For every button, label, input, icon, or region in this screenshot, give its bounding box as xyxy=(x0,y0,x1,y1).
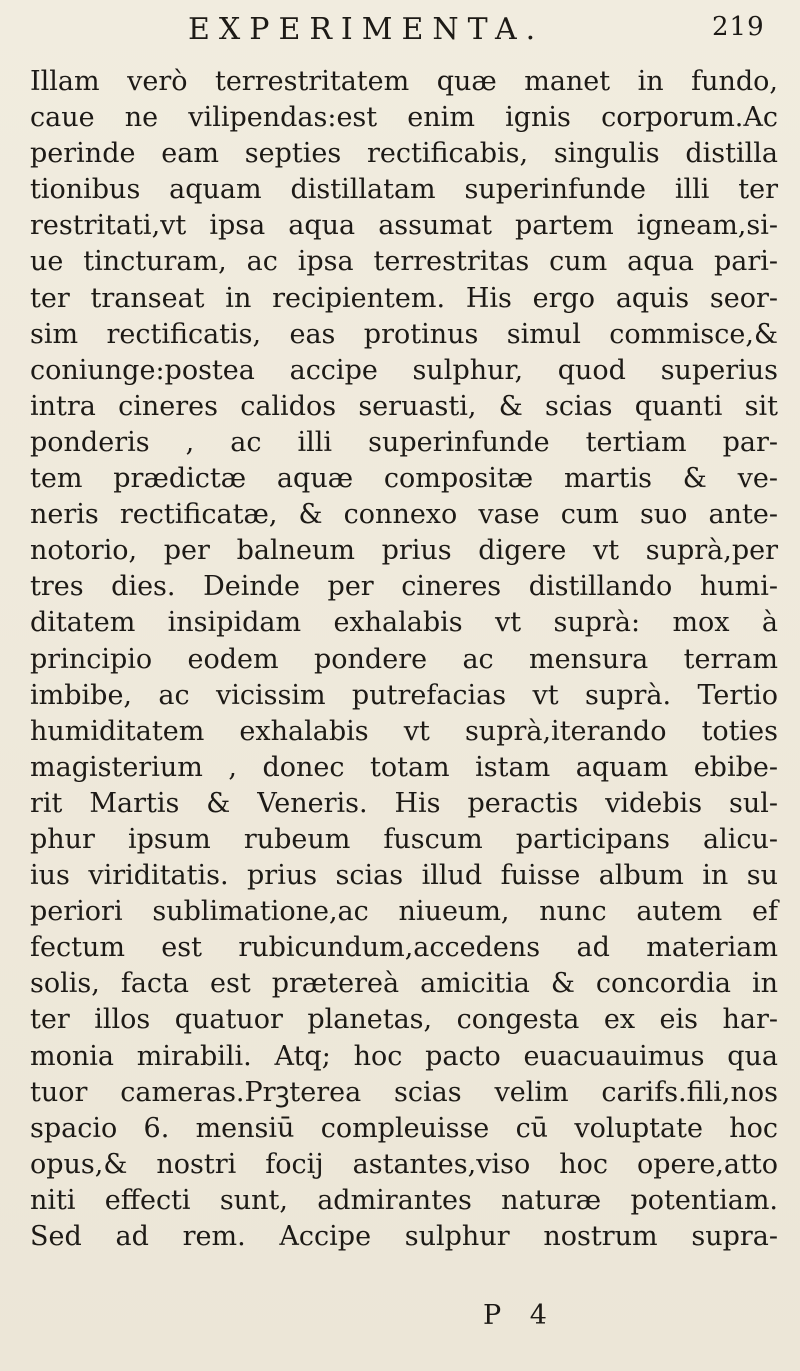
text-line: humiditatem exhalabis vt suprà,iterando toties xyxy=(30,715,778,747)
text-line: ter transeat in recipientem. His ergo aquis seor- xyxy=(30,282,778,314)
text-line: tem prædictæ aquæ compositæ martis & ve- xyxy=(30,463,778,495)
running-head: EXPERIMENTA. xyxy=(188,12,545,47)
text-line: ditatem insipidam exhalabis vt suprà: mox à xyxy=(30,607,778,639)
text-line: notorio, per balneum prius digere vt suprà,per xyxy=(30,535,778,567)
text-line: magisterium , donec totam istam aquam ebibe- xyxy=(30,751,778,783)
text-line: spacio 6. mensiū compleuisse cū voluptate hoc xyxy=(30,1112,778,1144)
page-footer xyxy=(0,1300,800,1344)
text-line: phur ipsum rubeum fuscum participans alicu- xyxy=(30,823,778,855)
text-line: neris rectificatæ, & connexo vase cum suo ante- xyxy=(30,499,778,531)
text-line: restritati,vt ipsa aqua assumat partem igneam,si- xyxy=(30,210,778,242)
text-line: periori sublimatione,ac niueum, nunc autem ef xyxy=(30,896,778,928)
text-line: ter illos quatuor planetas, congesta ex eis har- xyxy=(30,1004,778,1036)
text-line: imbibe, ac vicissim putrefacias vt suprà. Tertio xyxy=(30,679,778,711)
text-line: opus,& nostri focij astantes,viso hoc opere,atto xyxy=(30,1148,778,1180)
text-line: ue tincturam, ac ipsa terrestritas cum aqua pari- xyxy=(30,246,778,278)
text-line: solis, facta est prætereà amicitia & concordia in xyxy=(30,968,778,1000)
text-line: monia mirabili. Atq; hoc pacto euacuauimus qua xyxy=(30,1040,778,1072)
text-line: fectum est rubicundum,accedens ad materiam xyxy=(30,932,778,964)
text-line: rit Martis & Veneris. His peractis videbis sul- xyxy=(30,787,778,819)
text-line: tres dies. Deinde per cineres distillando humi- xyxy=(30,571,778,603)
text-line: Sed ad rem. Accipe sulphur nostrum supra- xyxy=(30,1221,778,1252)
signature-mark: P 4 xyxy=(483,1300,557,1331)
text-line: coniunge:postea accipe sulphur, quod superius xyxy=(30,354,778,386)
text-line: Illam verò terrestritatem quæ manet in fundo, xyxy=(30,66,778,97)
text-line: perinde eam septies rectificabis, singulis distilla xyxy=(30,138,778,170)
text-line: tuor cameras.Prꝫterea scias velim carifs.fili,nos xyxy=(30,1076,778,1108)
text-line: ponderis , ac illi superinfunde tertiam par- xyxy=(30,426,778,458)
text-line: principio eodem pondere ac mensura terram xyxy=(30,643,778,675)
text-line: intra cineres calidos seruasti, & scias quanti sit xyxy=(30,390,778,422)
text-line: niti effecti sunt, admirantes naturæ potentiam. xyxy=(30,1184,778,1216)
page-number: 219 xyxy=(712,12,765,42)
text-line: tionibus aquam distillatam superinfunde illi ter xyxy=(30,174,778,206)
page-header xyxy=(0,8,800,50)
text-body xyxy=(30,64,790,1255)
text-line: ius viriditatis. prius scias illud fuisse album in su xyxy=(30,860,778,892)
text-line: caue ne vilipendas:est enim ignis corporum.Ac xyxy=(30,102,778,134)
text-line: sim rectificatis, eas protinus simul commisce,& xyxy=(30,318,778,350)
